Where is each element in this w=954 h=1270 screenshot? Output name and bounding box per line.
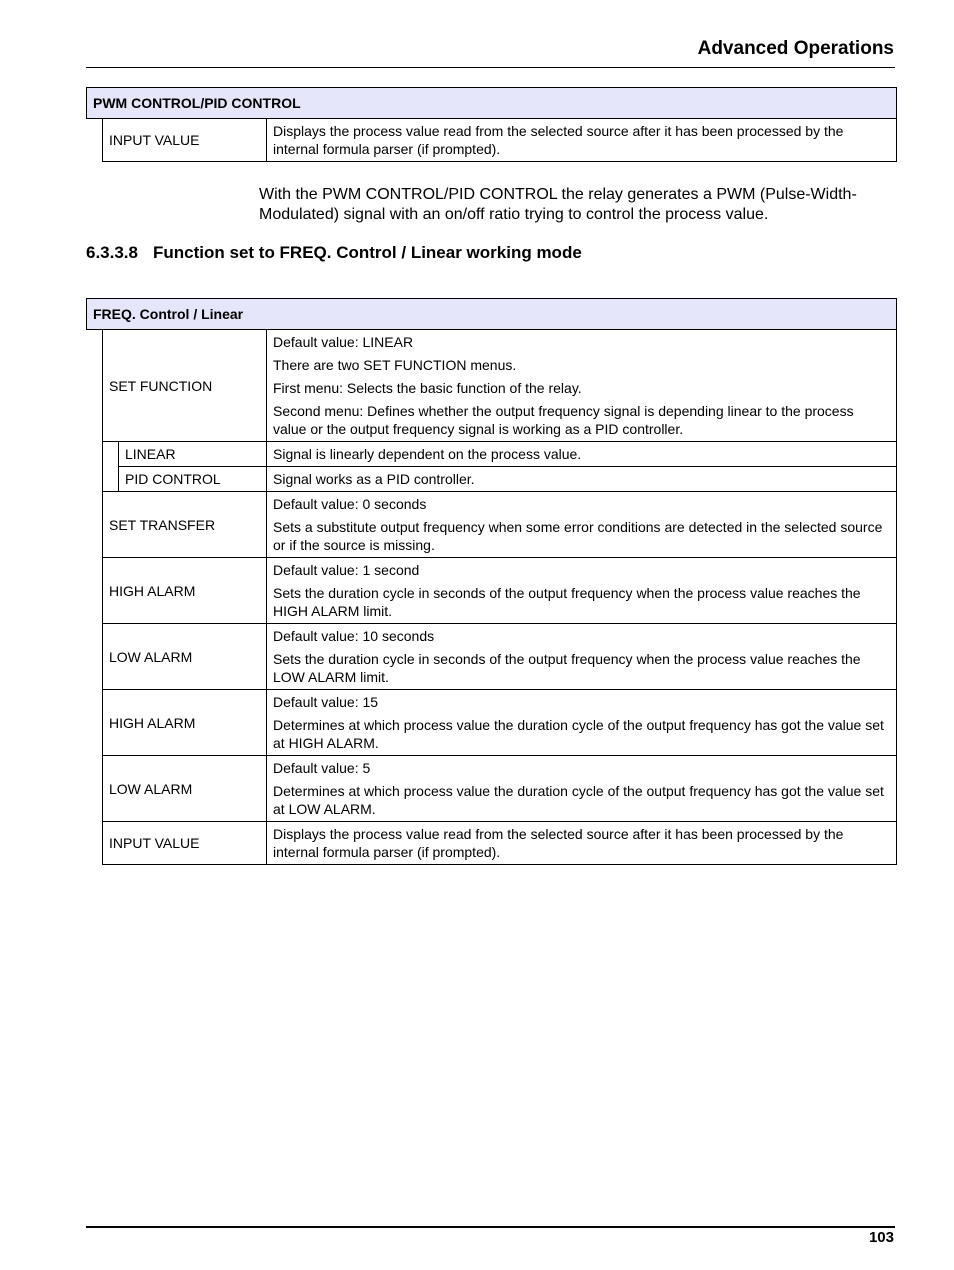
parameter-description (267, 822, 897, 865)
parameter-description (267, 492, 897, 558)
description-line: Default value: 1 second (273, 562, 420, 578)
description-line: Displays the process value read from the selected source after it has been processed by the internal formula parser (if prompted). (273, 826, 844, 860)
parameter-description (267, 558, 897, 624)
section-title: Function set to FREQ. Control / Linear working mode (153, 243, 582, 262)
parameter-option-name: LINEAR (119, 442, 267, 467)
description-line: There are two SET FUNCTION menus. (273, 357, 517, 373)
parameter-name: INPUT VALUE (103, 119, 267, 162)
table-row (87, 492, 897, 558)
description-line: Default value: 15 (273, 694, 379, 710)
parameter-description (267, 756, 897, 822)
page-header-title: Advanced Operations (697, 38, 894, 59)
description-line: Signal is linearly dependent on the process value. (273, 446, 582, 462)
table-row (87, 330, 897, 442)
parameter-option-name: PID CONTROL (119, 467, 267, 492)
footer-divider (86, 1226, 895, 1228)
page-number: 103 (868, 1229, 894, 1246)
section-number: 6.3.3.8 (86, 243, 138, 262)
parameter-name: HIGH ALARM (103, 690, 267, 756)
description-line: Sets a substitute output frequency when some error conditions are detected in the selected source or if the source is missing. (273, 519, 883, 553)
table-row (87, 119, 897, 162)
parameter-name: INPUT VALUE (103, 822, 267, 865)
parameter-description (267, 624, 897, 690)
description-line: Displays the process value read from the selected source after it has been processed by the internal formula parser (if prompted). (273, 123, 844, 157)
parameter-name: SET FUNCTION (103, 330, 267, 442)
parameter-name: LOW ALARM (103, 624, 267, 690)
parameter-description (267, 119, 897, 162)
table-row (87, 624, 897, 690)
description-line: Determines at which process value the duration cycle of the output frequency has got the value set at HIGH ALARM. (273, 717, 884, 751)
pwm-control-table (86, 87, 897, 162)
parameter-description (267, 330, 897, 442)
parameter-description (267, 690, 897, 756)
description-line: Sets the duration cycle in seconds of the output frequency when the process value reaches the HIGH ALARM limit. (273, 585, 861, 619)
table-row (87, 558, 897, 624)
parameter-name: LOW ALARM (103, 756, 267, 822)
description-line: Signal works as a PID controller. (273, 471, 475, 487)
description-line: Second menu: Defines whether the output frequency signal is depending linear to the process value or the output frequency signal is working as a PID controller. (273, 403, 854, 437)
section-heading (86, 243, 582, 263)
header-divider (86, 67, 895, 68)
table-row (87, 756, 897, 822)
table-row (87, 442, 897, 467)
table-row (87, 690, 897, 756)
description-line: Default value: LINEAR (273, 334, 414, 350)
description-line: First menu: Selects the basic function of the relay. (273, 380, 582, 396)
parameter-description (267, 442, 897, 467)
body-paragraph: With the PWM CONTROL/PID CONTROL the relay generates a PWM (Pulse-Width-Modulated) signal with an on/off ratio trying to control the process value. (259, 186, 857, 223)
table-row (87, 467, 897, 492)
description-line: Determines at which process value the duration cycle of the output frequency has got the value set at LOW ALARM. (273, 783, 884, 817)
description-line: Default value: 10 seconds (273, 628, 435, 644)
table-title: FREQ. Control / Linear (87, 299, 897, 330)
parameter-name: HIGH ALARM (103, 558, 267, 624)
table-row (87, 822, 897, 865)
parameter-description (267, 467, 897, 492)
description-line: Default value: 0 seconds (273, 496, 427, 512)
description-line: Default value: 5 (273, 760, 371, 776)
table-title: PWM CONTROL/PID CONTROL (87, 88, 897, 119)
description-line: Sets the duration cycle in seconds of the output frequency when the process value reaches the LOW ALARM limit. (273, 651, 861, 685)
freq-control-table (86, 298, 897, 865)
parameter-name: SET TRANSFER (103, 492, 267, 558)
